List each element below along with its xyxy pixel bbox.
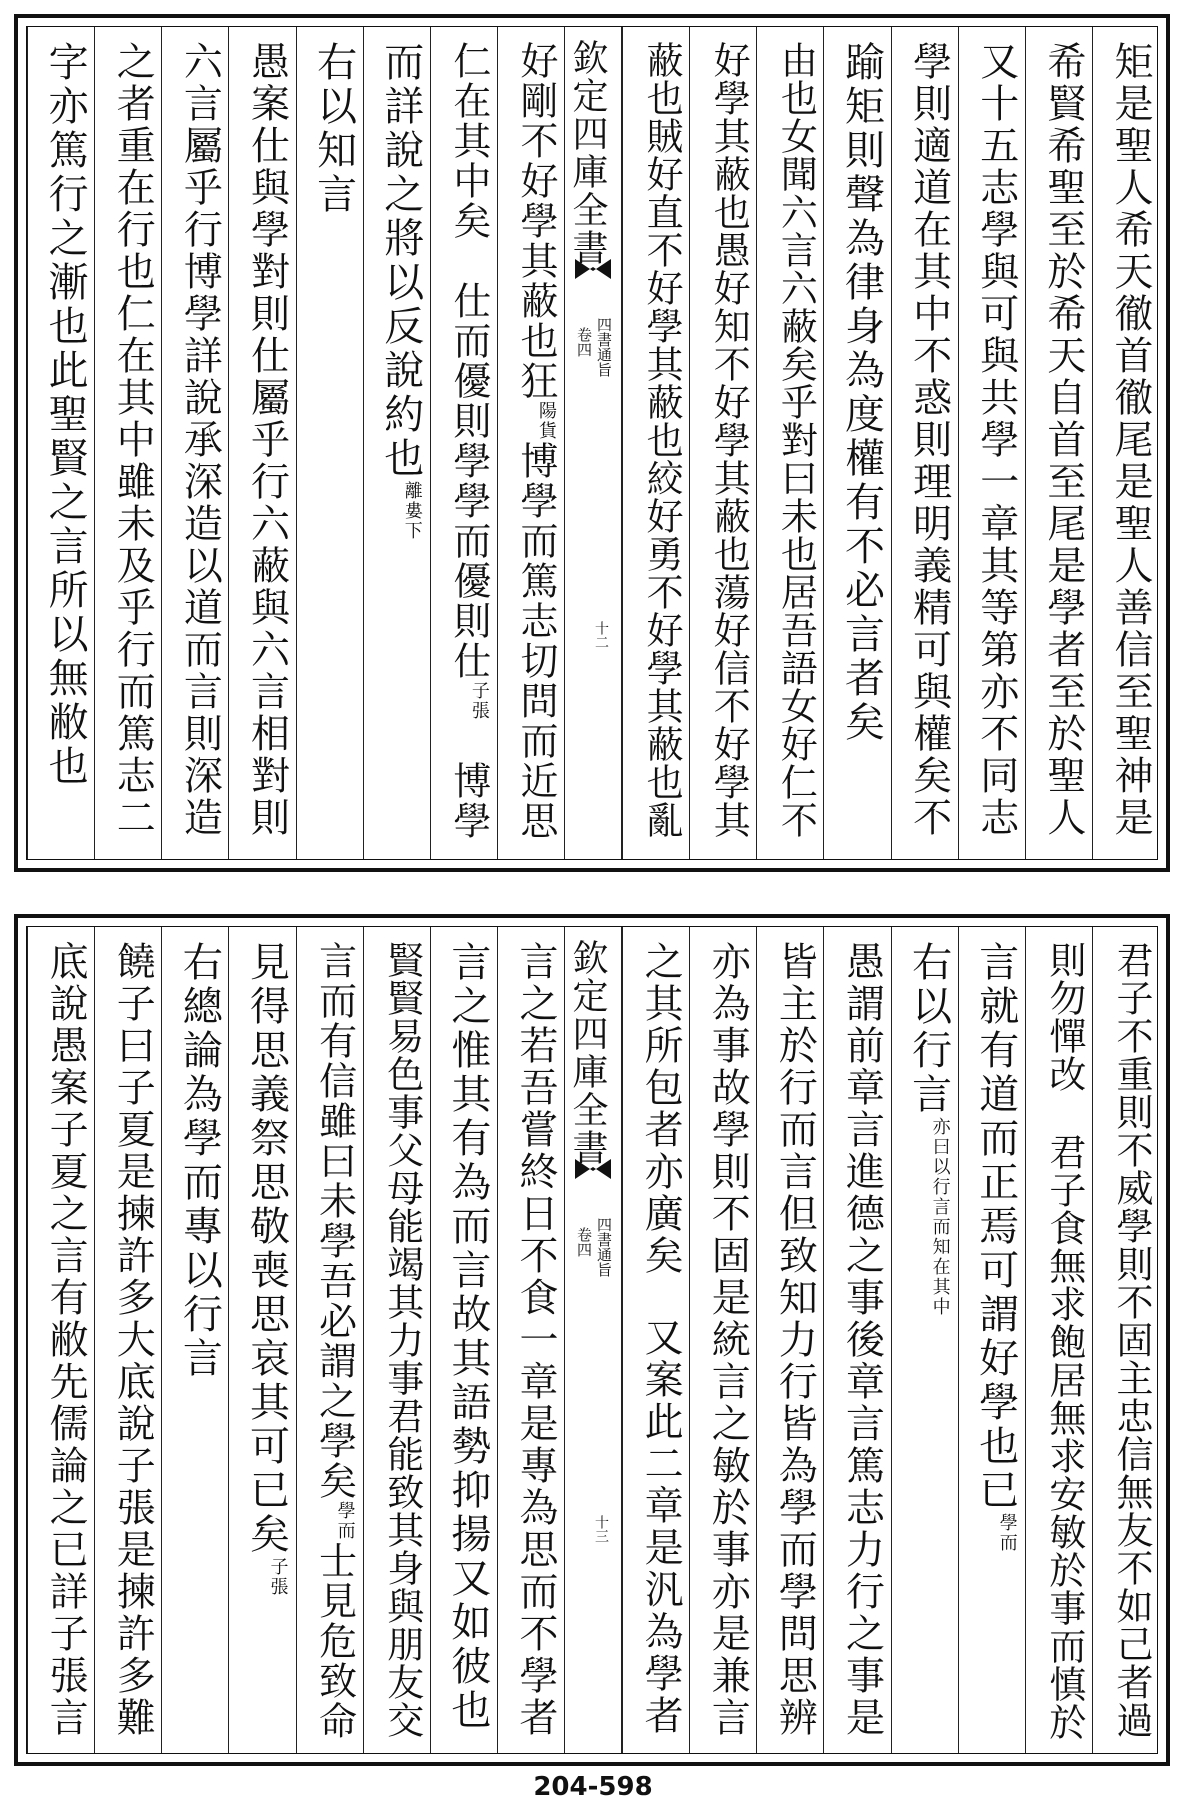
column-text-segment: 言而有信雖曰未學吾必謂之學矣 [312,941,357,1501]
column-text-segment: 之其所包者亦廣矣 [638,941,684,1277]
column-text-segment: 蔽也賊好直不好學其蔽也絞好勇不好學其蔽也亂 [640,41,684,839]
text-column [497,927,564,1753]
column-text-segment: 言之惟其有為而言故其語勢抑揚又如彼也 [444,941,491,1733]
column-text-segment: 右以知言 [310,41,357,217]
text-column [1092,927,1159,1753]
column-text [244,41,290,839]
column-text-segment: 言之若吾嘗終日不食一章是專為思而不學者 [513,941,558,1739]
page-footer-number: 204-598 [533,1772,653,1802]
page-number: 十二 [593,621,609,649]
column-text-segment: 矩是聖人希天徹首徹尾是聖人善信至聖神是 [1108,41,1153,839]
column-text [838,41,885,745]
column-text-segment: 仁在其中矣 [446,41,491,241]
book-subtitle: 四書通旨 [595,317,613,377]
annotation-note: 學而 [334,1501,356,1541]
text-column [823,27,890,859]
annotation-note: 子張 [267,1557,289,1597]
column-text-segment: 由也女聞六言六蔽矣乎對曰未也居吾語女好仁不 [774,41,818,839]
column-text [1108,41,1153,839]
text-column [363,927,430,1753]
text-column [296,927,363,1753]
column-text [774,41,818,839]
column-text-segment: 見得思義祭思敬喪思哀其可已矣 [243,941,290,1557]
column-text [110,41,156,839]
column-text [906,41,952,839]
text-column [1092,27,1159,859]
annotation-note: 子張 [468,681,490,721]
text-column [497,27,564,859]
annotation-note: 陽貨 [536,401,557,441]
column-text-segment: 饒子曰子夏是揀許多大底說子張是揀許多難 [110,941,156,1739]
text-column [94,927,161,1753]
column-text [839,941,885,1739]
text-column [891,927,958,1753]
column-text [705,941,751,1739]
column-text-segment: 博學 [446,761,491,841]
column-text-segment: 字亦篤行之漸也此聖賢之言所以無敝也 [42,41,89,789]
top-page [14,14,1170,872]
volume-label: 卷四 [575,1227,593,1257]
column-text [312,941,357,1741]
column-text [1040,41,1086,839]
text-column [823,927,890,1753]
annotation-note: 離婁下 [401,481,423,541]
column-text-segment: 愚謂前章言進德之事後章言篤志力行之事是 [839,941,885,1739]
text-column [756,927,823,1753]
annotation-note: 亦曰以行言而知在其中 [929,1117,951,1317]
column-text [176,941,223,1381]
text-column [958,927,1025,1753]
column-text [772,941,818,1739]
column-text [905,941,952,1317]
text-column [27,927,94,1753]
volume-label: 卷四 [575,327,593,357]
column-text [310,41,357,217]
center-title-column [564,27,622,859]
top-page-inner-frame [26,26,1158,860]
column-text [444,941,491,1733]
book-title: 欽定四庫全書 [567,39,608,267]
text-column [891,27,958,859]
column-text-segment: 又案此二章是汎為學者 [638,1317,684,1737]
book-title: 欽定四庫全書 [567,939,608,1167]
column-text [243,941,290,1597]
text-column [1025,927,1092,1753]
text-column [228,927,295,1753]
annotation-note: 學而 [996,1513,1018,1553]
column-text-segment: 博學而篤志切問而近思 [514,441,558,841]
column-text-segment: 士見危致命 [312,1541,357,1741]
column-text [177,41,223,839]
column-text-segment: 皆主於行而言但致知力行皆為學而學問思辨 [772,941,818,1739]
column-text [43,941,89,1739]
bottom-page [14,914,1170,1766]
column-text-segment: 希賢希聖至於希天自首至尾是學者至於聖人 [1040,41,1086,839]
column-text-segment: 君子不重則不威學則不固主忠信無友不如己者過 [1110,941,1153,1739]
text-column [430,927,497,1753]
text-column [296,27,363,859]
column-text-segment: 之者重在行也仁在其中雖未及乎行而篤志二 [110,41,156,839]
column-text [513,941,558,1739]
text-column [161,27,228,859]
text-column [228,27,295,859]
column-text-segment: 學則適道在其中不惑則理明義精可與權矣不 [906,41,952,839]
column-text-segment: 賢賢易色事父母能竭其力事君能致其身與朋友交 [380,941,424,1739]
column-text [42,41,89,789]
column-text-segment: 仕而優則學學而優則仕 [446,281,491,681]
text-column [958,27,1025,859]
column-text [707,41,751,839]
column-text-segment: 好剛不好學其蔽也狂 [514,41,558,401]
column-text-segment: 亦為事故學則不固是統言之敏於事亦是兼言 [705,941,751,1739]
column-text [110,941,156,1739]
text-column [756,27,823,859]
book-subtitle: 四書通旨 [595,1217,613,1277]
column-text-segment: 底說愚案子夏之言有敝先儒論之已詳子張言 [43,941,89,1739]
column-text-segment: 君子食無求飽居無求安敏於事而慎於 [1042,1133,1086,1741]
text-column [1025,27,1092,859]
text-column [94,27,161,859]
column-text [446,41,491,841]
column-text [1110,941,1153,1739]
column-text-segment: 則勿憚改 [1042,941,1086,1093]
column-text-segment: 右以行言 [905,941,952,1117]
column-text [1042,941,1086,1741]
column-text-segment: 踰矩則聲為律身為度權有不必言者矣 [838,41,885,745]
column-text-segment: 又十五志學與可與共學一章其等第亦不同志 [973,41,1019,839]
text-column [161,927,228,1753]
column-text [972,941,1019,1553]
text-column [27,27,94,859]
text-column [622,27,689,859]
column-text-segment: 右總論為學而專以行言 [176,941,223,1381]
column-text [380,941,424,1739]
text-column [363,27,430,859]
bottom-page-inner-frame [26,926,1158,1754]
column-text-segment: 愚案仕與學對則仕屬乎行六蔽與六言相對則 [244,41,290,839]
column-text [514,41,558,841]
column-text-segment: 六言屬乎行博學詳說承深造以道而言則深造 [177,41,223,839]
column-text [640,41,684,839]
page-number: 十三 [593,1515,609,1543]
column-text-segment: 好學其蔽也愚好知不好學其蔽也蕩好信不好學其 [707,41,751,839]
column-text [377,41,424,541]
text-column [430,27,497,859]
column-text-segment: 言就有道而正焉可謂好學也已 [972,941,1019,1513]
text-column [622,927,689,1753]
column-text [638,941,684,1737]
column-text-segment: 而詳說之將以反說約也 [377,41,424,481]
column-text [973,41,1019,839]
center-title-column [564,927,622,1753]
text-column [689,27,756,859]
text-column [689,927,756,1753]
